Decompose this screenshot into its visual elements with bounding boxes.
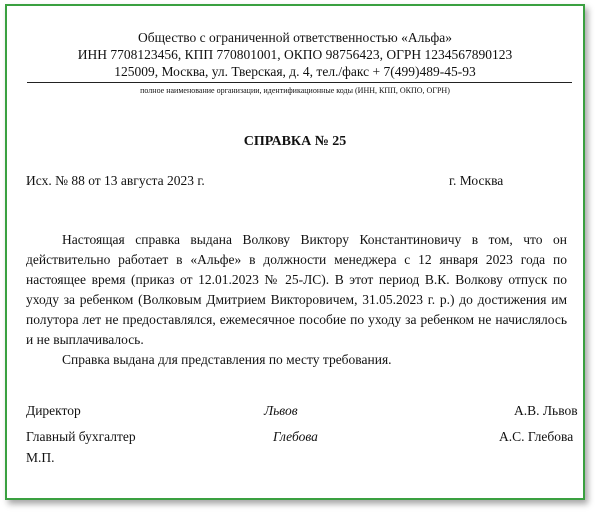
body-paragraph-main: Настоящая справка выдана Волкову Виктору Константиновичу в том, что он действительно работает в «Альфе» в должности менеджера с 12 января 2023 года по настоящее время (приказ от 12.01.2023 № 25-ЛС). В этот период В.К. Волкову отпуск по уходу за ребенком (Волковым Дмитрием Викторовичем, 31.05.2023 г. р.) до достижения им полутора лет не предоставлялся, ежемесячное пособие по уходу за ребенком не начислялось и не выплачивалось. — [26, 232, 567, 347]
director-title: Директор — [26, 403, 81, 418]
header-divider — [27, 82, 572, 83]
document-city: г. Москва — [449, 173, 504, 188]
org-name: Общество с ограниченной ответственностью «Альфа» — [138, 30, 452, 45]
org-codes: ИНН 7708123456, КПП 770801001, ОКПО 98756423, ОГРН 1234567890123 — [77, 47, 513, 62]
org-address: 125009, Москва, ул. Тверская, д. 4, тел./факс + 7(499)489-45-93 — [114, 64, 476, 79]
accountant-signature: Глебова — [273, 429, 318, 444]
accountant-title: Главный бухгалтер — [26, 429, 136, 444]
document-title: СПРАВКА № 25 — [243, 134, 347, 149]
body-paragraph-purpose: Справка выдана для представления по месту требования. — [62, 352, 392, 367]
stamp-place: М.П. — [26, 450, 55, 465]
director-name: А.В. Львов — [514, 403, 578, 418]
document-frame — [5, 4, 585, 500]
document-body — [26, 230, 567, 370]
director-signature: Львов — [264, 403, 298, 418]
header-caption: полное наименование организации, идентификационные коды (ИНН, КПП, ОКПО, ОГРН) — [140, 86, 450, 95]
accountant-name: А.С. Глебова — [499, 429, 574, 444]
outgoing-reference: Исх. № 88 от 13 августа 2023 г. — [26, 173, 205, 188]
